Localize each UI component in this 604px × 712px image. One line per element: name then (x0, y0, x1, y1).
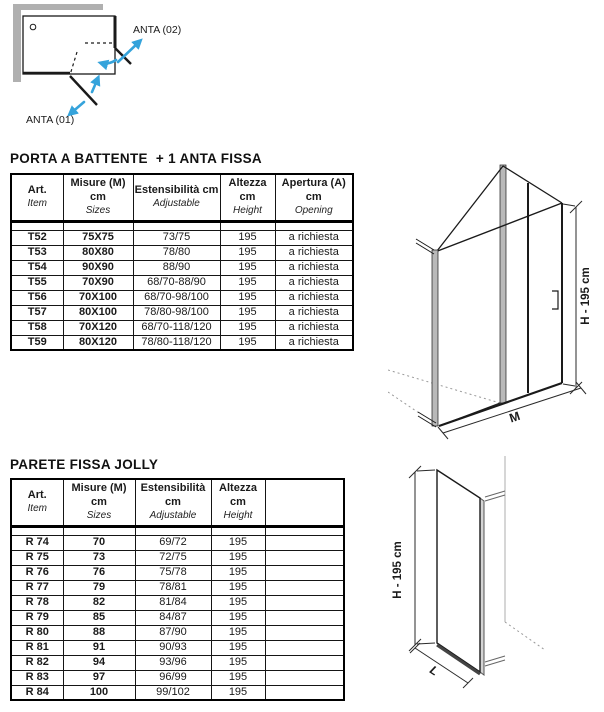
plan-view-diagram (8, 2, 204, 144)
table-cell: 85 (63, 610, 135, 625)
table-cell: 195 (211, 625, 265, 640)
header-it: Apertura (A) cm (281, 177, 346, 203)
h-dimension-label: H - 195 cm (392, 541, 404, 599)
table-row (11, 655, 344, 670)
table-cell: 195 (220, 230, 275, 245)
wall-top (13, 4, 103, 10)
table-cell: 195 (220, 305, 275, 320)
spacer-cell (63, 221, 133, 230)
table-cell: a richiesta (275, 290, 353, 305)
table-cell: 93/96 (135, 655, 211, 670)
table-cell: 195 (211, 610, 265, 625)
table-cell (265, 580, 344, 595)
table-cell: 195 (220, 320, 275, 335)
table-cell: 100 (63, 685, 135, 700)
table-cell: 70 (63, 535, 135, 550)
table-cell: R 81 (11, 640, 63, 655)
col-header-empty (265, 479, 344, 526)
fixed-panel-face (437, 470, 480, 672)
porta-isometric-diagram (388, 140, 604, 450)
table-cell (265, 610, 344, 625)
spacer-cell (133, 221, 220, 230)
parete-table-body (11, 526, 344, 700)
table-cell: R 78 (11, 595, 63, 610)
col-header-misure (63, 174, 133, 221)
table-row (11, 335, 353, 350)
table-cell: 94 (63, 655, 135, 670)
h-dimension-extension (563, 384, 575, 386)
table-cell: T53 (11, 245, 63, 260)
table-cell: 80X80 (63, 245, 133, 260)
header-it: Art. (27, 488, 47, 501)
table-cell: 68/70-88/90 (133, 275, 220, 290)
table-cell: 75/78 (135, 565, 211, 580)
table-cell: T54 (11, 260, 63, 275)
door-handle (552, 291, 558, 309)
header-en: Adjustable (149, 509, 197, 521)
table-cell: 90/93 (135, 640, 211, 655)
table-cell: 87/90 (135, 625, 211, 640)
table-row (11, 565, 344, 580)
table-cell: 76 (63, 565, 135, 580)
table-cell: 96/99 (135, 670, 211, 685)
table-cell: R 79 (11, 610, 63, 625)
table-cell: R 84 (11, 685, 63, 700)
col-header-altezza (220, 174, 275, 221)
header-it: Estensibilità cm (134, 183, 219, 196)
table-cell: 80X100 (63, 305, 133, 320)
table-row (11, 625, 344, 640)
porta-table-body (11, 221, 353, 350)
table-cell: 195 (211, 580, 265, 595)
table-cell (265, 535, 344, 550)
table-row (11, 580, 344, 595)
opening-arrow-anta01-out (70, 102, 84, 114)
table-cell: a richiesta (275, 320, 353, 335)
panel-bottom-profile (437, 645, 480, 674)
anta02-label: ANTA (02) (133, 24, 182, 36)
table-row (11, 640, 344, 655)
col-header-estensibilita (133, 174, 220, 221)
header-it: Altezza cm (228, 177, 267, 203)
table-cell: T57 (11, 305, 63, 320)
table-row (11, 610, 344, 625)
table-cell: 82 (63, 595, 135, 610)
h-dimension-label: H - 195 cm (580, 267, 592, 325)
table-cell (265, 565, 344, 580)
table-row (11, 260, 353, 275)
table-cell: 70X120 (63, 320, 133, 335)
header-en: Height (233, 204, 262, 216)
table-row (11, 320, 353, 335)
return-top-edge (503, 166, 562, 203)
porta-table-head (11, 174, 353, 221)
table-row (11, 670, 344, 685)
table-cell: 78/80 (133, 245, 220, 260)
floor-dotted-line (388, 370, 500, 403)
table-cell: 88/90 (133, 260, 220, 275)
table-cell: 90X90 (63, 260, 133, 275)
l-dimension-line (415, 648, 468, 683)
back-post (500, 165, 506, 403)
wall-left (13, 4, 21, 82)
table-row (11, 230, 353, 245)
table-cell: 195 (211, 565, 265, 580)
header-it: Altezza cm (219, 482, 257, 508)
table-cell: 195 (220, 245, 275, 260)
table-cell: R 76 (11, 565, 63, 580)
spacer-cell (265, 526, 344, 535)
table-cell: a richiesta (275, 230, 353, 245)
table-cell: 99/102 (135, 685, 211, 700)
porta-table (10, 173, 354, 351)
m-dimension-tick (576, 382, 586, 394)
table-cell: T52 (11, 230, 63, 245)
l-dimension-label: L (427, 662, 442, 679)
table-cell: 195 (211, 670, 265, 685)
table-cell: 88 (63, 625, 135, 640)
table-cell: a richiesta (275, 260, 353, 275)
opening-arrow-anta01-up (92, 78, 98, 92)
table-cell (265, 595, 344, 610)
table-cell: 73/75 (133, 230, 220, 245)
spacer-cell (11, 526, 63, 535)
table-cell: 72/75 (135, 550, 211, 565)
parete-table-head (11, 479, 344, 526)
table-cell: 195 (211, 640, 265, 655)
table-cell: 68/70-118/120 (133, 320, 220, 335)
table-cell: 68/70-98/100 (133, 290, 220, 305)
front-top-edge (435, 203, 562, 252)
header-en: Opening (294, 204, 333, 216)
swing-dash-diagonal (70, 52, 77, 75)
col-header-apertura (275, 174, 353, 221)
table-cell: 195 (220, 290, 275, 305)
table-row (11, 290, 353, 305)
opening-arrow-anta02 (118, 41, 140, 62)
table-cell: 73 (63, 550, 135, 565)
header-row (11, 479, 344, 526)
col-header-estensibilita (135, 479, 211, 526)
table-cell: T55 (11, 275, 63, 290)
table-cell: R 77 (11, 580, 63, 595)
table-cell: 78/81 (135, 580, 211, 595)
table-cell (265, 655, 344, 670)
parete-section-title: PARETE FISSA JOLLY (10, 457, 159, 472)
opening-arrow-inward (101, 60, 116, 64)
col-header-art (11, 174, 63, 221)
table-cell: R 75 (11, 550, 63, 565)
header-en: Sizes (86, 509, 112, 521)
h-dimension-extension (563, 204, 575, 206)
table-row (11, 305, 353, 320)
table-cell: 195 (220, 275, 275, 290)
header-en: Sizes (85, 204, 111, 216)
table-cell: T58 (11, 320, 63, 335)
header-en: Adjustable (153, 197, 200, 209)
spacer-row (11, 526, 344, 535)
left-post (432, 250, 438, 426)
parete-isometric-diagram (390, 440, 604, 712)
table-cell: R 74 (11, 535, 63, 550)
table-cell: 69/72 (135, 535, 211, 550)
table-cell: a richiesta (275, 335, 353, 350)
table-cell: 91 (63, 640, 135, 655)
spacer-cell (275, 221, 353, 230)
col-header-art (11, 479, 63, 526)
table-cell: a richiesta (275, 305, 353, 320)
table-cell: 97 (63, 670, 135, 685)
l-dimension-tick (463, 678, 473, 688)
table-cell: 195 (220, 260, 275, 275)
spacer-cell (211, 526, 265, 535)
enclosure-outline (23, 16, 115, 74)
header-en: Height (223, 509, 253, 521)
spacer-cell (220, 221, 275, 230)
anta01-label: ANTA (01) (26, 114, 75, 126)
table-cell: 78/80-98/100 (133, 305, 220, 320)
table-cell: 81/84 (135, 595, 211, 610)
floor-dotted-line (388, 392, 419, 413)
table-cell: 195 (211, 550, 265, 565)
m-dimension-tick (438, 427, 448, 439)
spacer-cell (63, 526, 135, 535)
h-dimension-extension (417, 470, 435, 471)
table-cell: R 82 (11, 655, 63, 670)
table-row (11, 275, 353, 290)
parete-table (10, 478, 345, 701)
table-cell: T56 (11, 290, 63, 305)
table-cell: 195 (211, 535, 265, 550)
table-cell: a richiesta (275, 245, 353, 260)
table-cell: 80X120 (63, 335, 133, 350)
table-cell (265, 670, 344, 685)
header-it: Misure (M) cm (70, 177, 126, 203)
table-cell: R 83 (11, 670, 63, 685)
header-en: Item (27, 502, 47, 514)
spacer-row (11, 221, 353, 230)
table-row (11, 245, 353, 260)
table-cell: 195 (211, 685, 265, 700)
header-it: Art. (27, 183, 47, 196)
table-cell: 70X90 (63, 275, 133, 290)
table-cell: R 80 (11, 625, 63, 640)
header-it: Misure (M) cm (71, 482, 127, 508)
table-cell: a richiesta (275, 275, 353, 290)
header-row (11, 174, 353, 221)
spacer-cell (11, 221, 63, 230)
col-header-altezza (211, 479, 265, 526)
floor-dotted-line (505, 622, 545, 650)
table-cell: 78/80-118/120 (133, 335, 220, 350)
m-dimension-label: M (507, 408, 522, 426)
header-it: Estensibilità cm (140, 482, 206, 508)
col-header-misure (63, 479, 135, 526)
table-cell: 84/87 (135, 610, 211, 625)
table-cell: 195 (211, 655, 265, 670)
table-cell: T59 (11, 335, 63, 350)
table-cell (265, 685, 344, 700)
side-bottom-edge (439, 403, 500, 426)
table-cell: 75X75 (63, 230, 133, 245)
table-cell (265, 625, 344, 640)
table-cell (265, 640, 344, 655)
hinge-circle (30, 24, 36, 30)
table-row (11, 685, 344, 700)
table-cell: 195 (220, 335, 275, 350)
table-row (11, 535, 344, 550)
table-row (11, 550, 344, 565)
table-cell: 79 (63, 580, 135, 595)
table-cell (265, 550, 344, 565)
header-en: Item (27, 197, 47, 209)
table-cell: 70X100 (63, 290, 133, 305)
table-cell: 195 (211, 595, 265, 610)
table-row (11, 595, 344, 610)
porta-section-title: PORTA A BATTENTE + 1 ANTA FISSA (10, 151, 262, 166)
spacer-cell (135, 526, 211, 535)
